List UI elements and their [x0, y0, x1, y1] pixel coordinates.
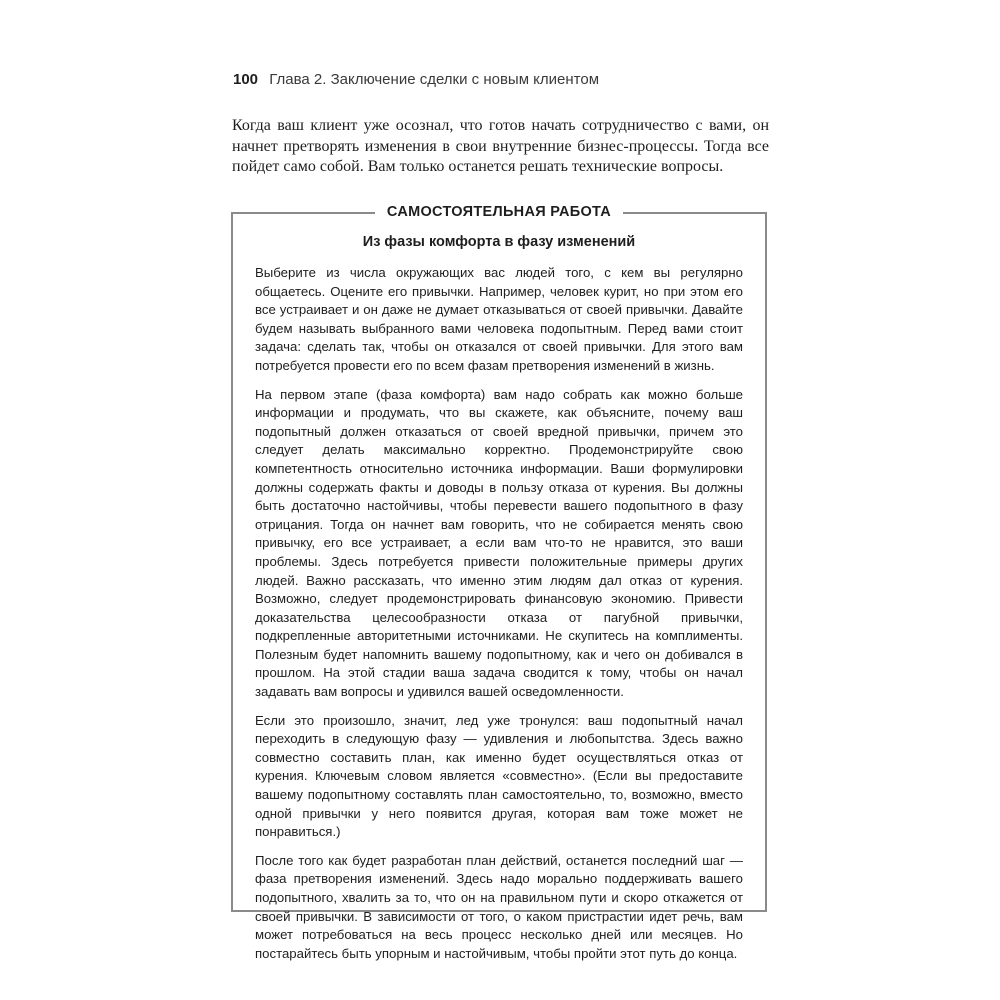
exercise-paragraph: Выберите из числа окружающих вас людей того, с кем вы регулярно общаетесь. Оцените его привычки. Например, человек курит, но при этом его все устраивает и он даже не думает отказываться от своей привычки. Давайте будем называть выбранного вами человека подопытным. Перед вами стоит задача: сделать так, чтобы он отказался от своей привычки. Для этого вам потребуется провести его по всем фазам претворения изменений в жизнь. — [255, 265, 743, 373]
exercise-paragraph: Если это произошло, значит, лед уже тронулся: ваш подопытный начал переходить в следующую фазу — удивления и любопытства. Здесь важно совместно составить план, как именно будет осуществляться отказ от курения. Ключевым словом является «совместно». (Если вы предоставите вашему подопытному составлять план самостоятельно, то, возможно, вместо одной привычки у него появится другая, которая вам тоже может не понравиться.) — [255, 712, 743, 840]
exercise-label: САМОСТОЯТЕЛЬНАЯ РАБОТА — [375, 201, 623, 223]
intro-paragraph: Когда ваш клиент уже осознал, что готов начать сотрудничество с вами, он начнет претворять изменения в свои внутренние бизнес-процессы. Тогда все пойдет само собой. Вам только останется решать технические вопросы. — [232, 117, 769, 175]
running-header — [233, 68, 773, 92]
exercise-title: Из фазы комфорта в фазу изменений — [362, 234, 636, 250]
exercise-paragraph: После того как будет разработан план действий, останется последний шаг — фаза претворения изменений. Здесь надо морально поддерживать вашего подопытного, хвалить за то, что он на правильном пути и скоро откажется от своей привычки. В зависимости от того, о каком пристрастии идет речь, вам может потребоваться на весь процесс несколько дней или месяцев. Но постарайтесь быть упорным и настойчивым, чтобы пройти этот путь до конца. — [255, 852, 743, 961]
page-number: 100 — [233, 71, 259, 88]
exercise-paragraph: На первом этапе (фаза комфорта) вам надо собрать как можно больше информации и продумать, что вы скажете, как объясните, почему ваш подопытный должен отказаться от своей вредной привычки, причем это следует делать максимально корректно. Продемонстрируйте свою компетентность относительно источника информации. Ваши формулировки должны содержать факты и доводы в пользу отказа от курения. Вы должны быть достаточно настойчивы, чтобы перевести вашего подопытного в фазу отрицания. Тогда он начнет вам говорить, что не собирается менять свою привычку, его все устраивает, а если вам что-то не нравится, это ваши проблемы. Здесь потребуется привести положительные примеры других людей. Важно рассказать, что именно этим людям дал отказ от курения. Возможно, следует продемонстрировать финансовую экономию. Привести доказательства целесообразности отказа от пагубной привычки, подкрепленные авторитетными источниками. Не скупитесь на комплименты. Полезным будет напомнить вашему подопытному, как и чего он добивался в прошлом. На этой стадии ваша задача сводится к тому, чтобы он начал задавать вам вопросы и удивился вашей осведомленности. — [255, 386, 743, 700]
exercise-body — [255, 264, 743, 973]
exercise-box — [231, 204, 767, 961]
exercise-label-wrapper — [233, 201, 765, 223]
chapter-title: Глава 2. Заключение сделки с новым клиентом — [269, 71, 600, 88]
